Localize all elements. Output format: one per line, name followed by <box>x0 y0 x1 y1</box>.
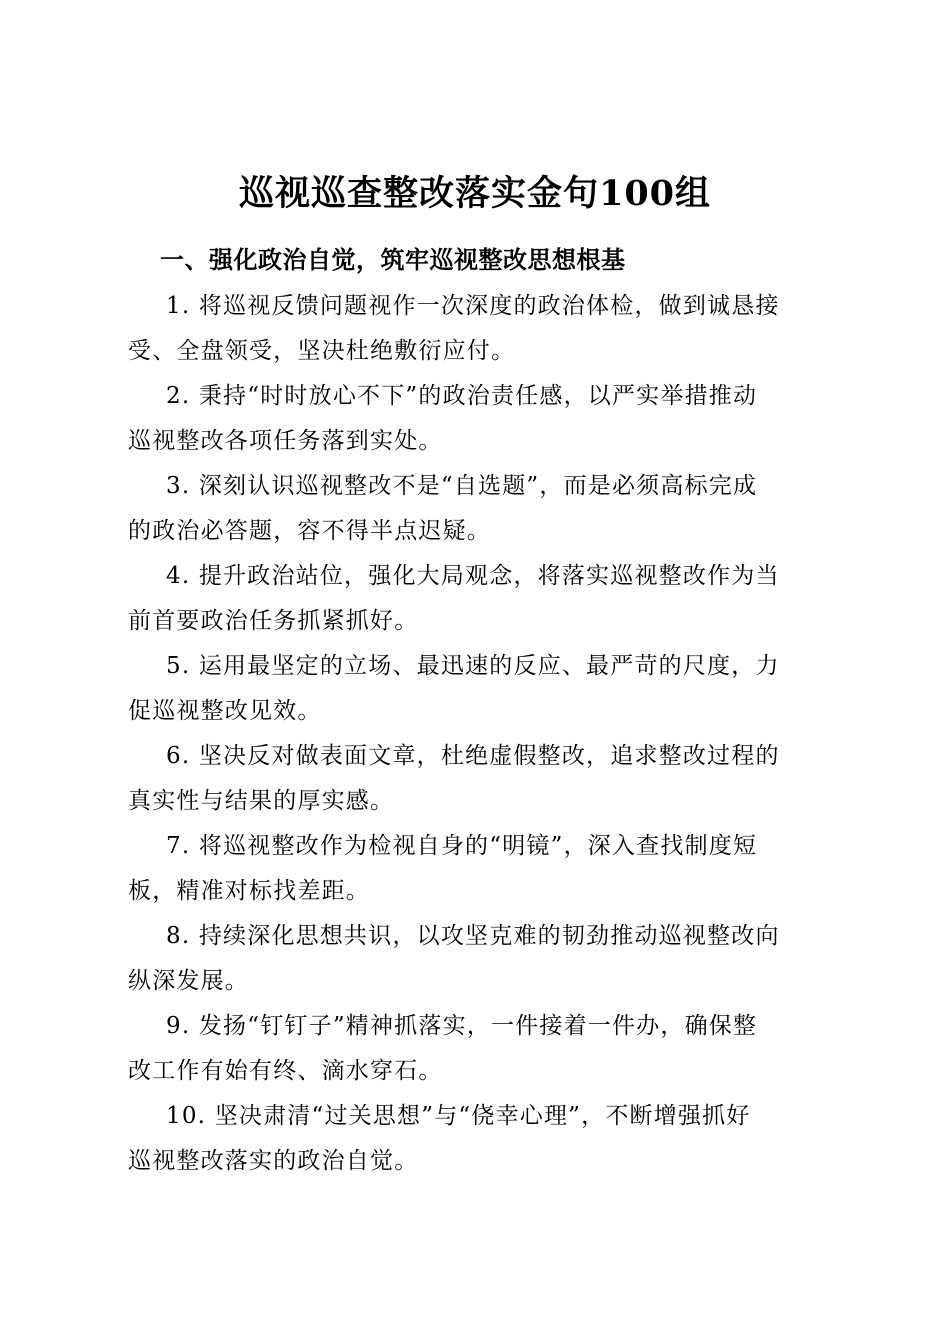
item-line: 9. 发扬“钉钉子”精神抓落实，一件接着一件办，确保整 <box>166 1013 758 1039</box>
item-line: 改工作有始有终、滴水穿石。 <box>128 1058 443 1084</box>
item-line: 巡视整改落实的政治自觉。 <box>128 1148 419 1174</box>
item-line: 板，精准对标找差距。 <box>128 878 370 904</box>
item-line: 6. 坚决反对做表面文章，杜绝虚假整改，追求整改过程的 <box>166 743 780 769</box>
section-heading: 一、强化政治自觉，筑牢巡视整改思想根基 <box>160 245 626 274</box>
list-item <box>128 374 828 464</box>
item-line: 5. 运用最坚定的立场、最迅速的反应、最严苛的尺度，力 <box>166 653 780 679</box>
item-line: 巡视整改各项任务落到实处。 <box>128 428 443 454</box>
list-item <box>128 644 828 734</box>
list-item <box>128 554 828 644</box>
item-line: 1. 将巡视反馈问题视作一次深度的政治体检，做到诚恳接 <box>166 293 780 319</box>
item-line: 8. 持续深化思想共识，以攻坚克难的韧劲推动巡视整改向 <box>166 923 780 949</box>
item-line: 10. 坚决肃清“过关思想”与“侥幸心理”，不断增强抓好 <box>166 1103 751 1129</box>
item-line: 4. 提升政治站位，强化大局观念，将落实巡视整改作为当 <box>166 563 780 589</box>
item-line: 前首要政治任务抓紧抓好。 <box>128 608 419 634</box>
list-item <box>128 734 828 824</box>
document-title: 巡视巡查整改落实金句100组 <box>238 173 712 214</box>
item-line: 3. 深刻认识巡视整改不是“自选题”，而是必须高标完成 <box>166 473 758 499</box>
item-line: 促巡视整改见效。 <box>128 698 322 724</box>
list-item <box>128 914 828 1004</box>
item-line: 真实性与结果的厚实感。 <box>128 788 395 814</box>
list-item <box>128 824 828 914</box>
item-line: 7. 将巡视整改作为检视自身的“明镜”，深入查找制度短 <box>166 833 758 859</box>
list-item <box>128 464 828 554</box>
list-item <box>128 1094 828 1184</box>
list-item <box>128 284 828 374</box>
item-line: 的政治必答题，容不得半点迟疑。 <box>128 518 491 544</box>
item-line: 纵深发展。 <box>128 968 249 994</box>
item-line: 受、全盘领受，坚决杜绝敷衍应付。 <box>128 338 516 364</box>
item-line: 2. 秉持“时时放心不下”的政治责任感，以严实举措推动 <box>166 383 758 409</box>
list-item <box>128 1004 828 1094</box>
item-list <box>128 284 828 1184</box>
